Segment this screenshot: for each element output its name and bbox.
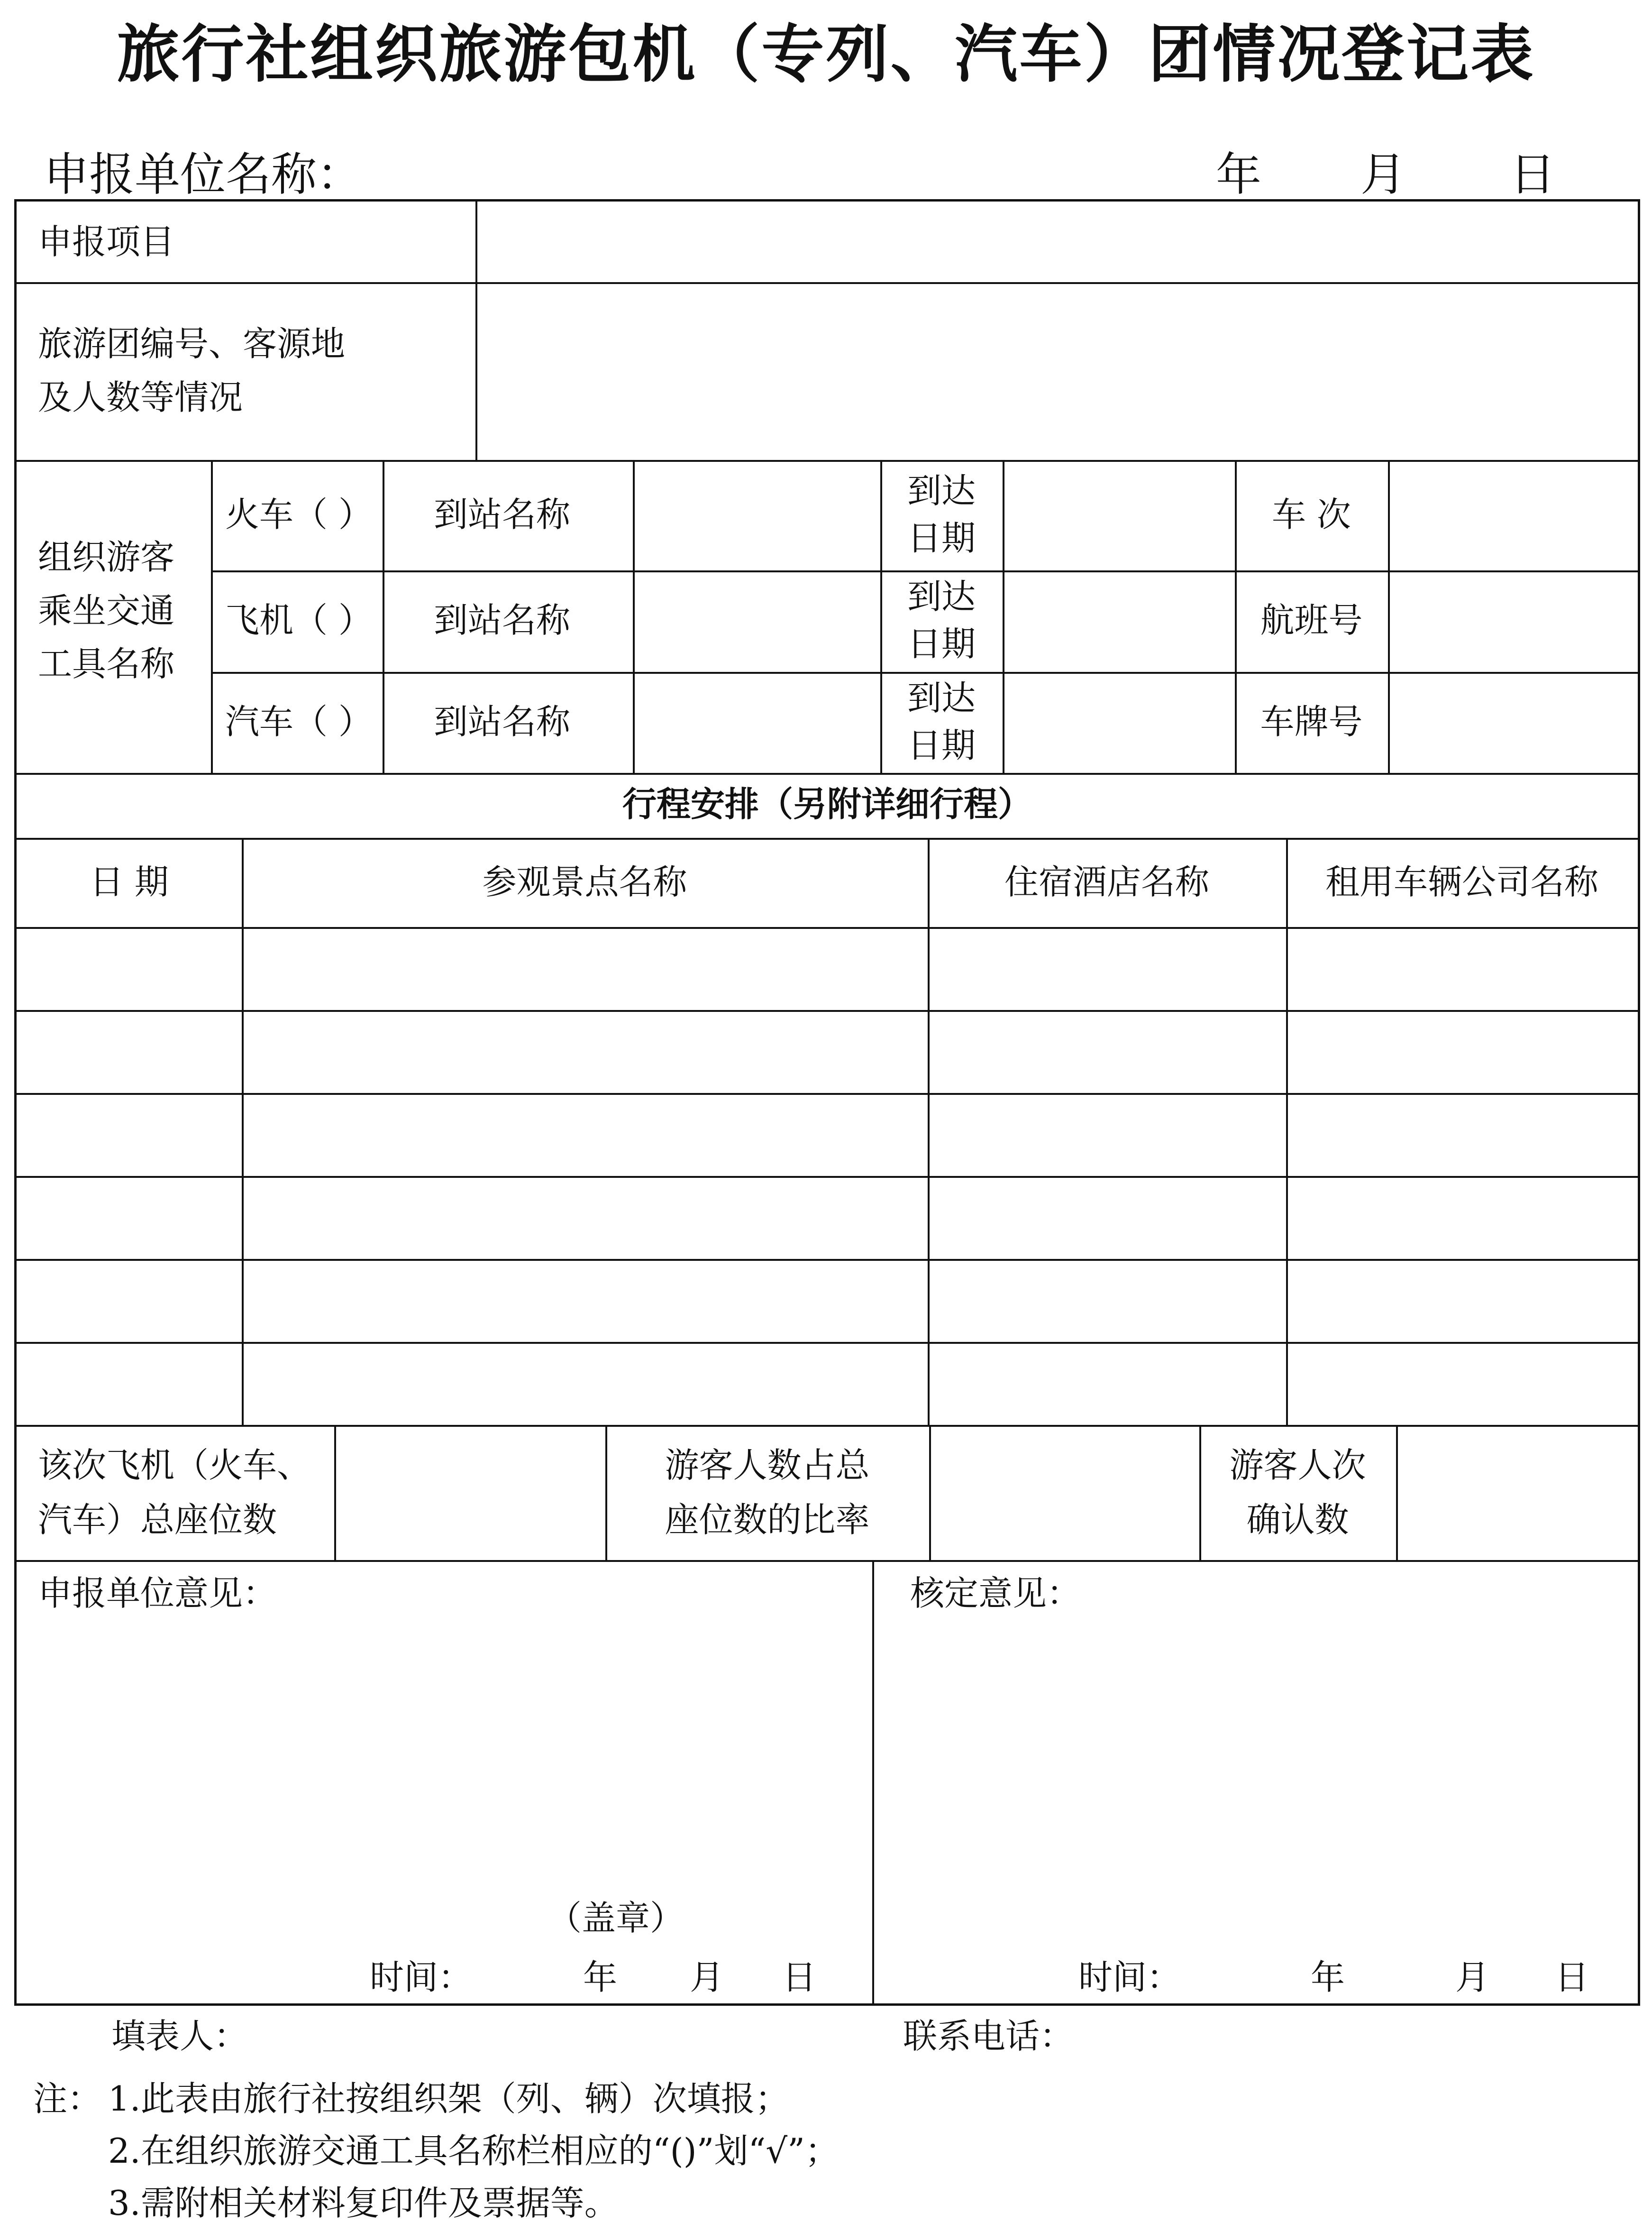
- transport-label-line2: 乘坐交通: [38, 591, 175, 631]
- seal-label: （盖章）: [548, 1898, 685, 1938]
- registration-table: [14, 199, 1640, 2006]
- bus-mode: 汽车（ ）: [225, 702, 373, 742]
- project-label: 申报项目: [38, 222, 175, 262]
- flight-number-label: 航班号: [1260, 600, 1363, 640]
- applicant-month: 月: [690, 1957, 724, 1997]
- header-day: 日: [1510, 148, 1555, 201]
- col-vehicle-company: 租用车辆公司名称: [1325, 862, 1598, 902]
- applicant-opinion-label: 申报单位意见：: [38, 1573, 277, 1613]
- ratio-label-line1: 游客人数占总: [665, 1445, 870, 1485]
- seats-label-line1: 该次飞机（火车、: [38, 1445, 311, 1485]
- bus-station-label: 到站名称: [434, 702, 571, 742]
- group-info-label-line1: 旅游团编号、客源地: [38, 324, 346, 364]
- approval-year: 年: [1311, 1957, 1345, 1997]
- approval-time-label: 时间：: [1078, 1957, 1181, 1997]
- train-arrive-line1: 到达: [907, 471, 976, 511]
- plate-number-label: 车牌号: [1260, 702, 1363, 742]
- note-1: 1.此表由旅行社按组织架（列、辆）次填报；: [108, 2079, 789, 2119]
- seats-label-line2: 汽车）总座位数: [38, 1500, 277, 1540]
- train-station-label: 到站名称: [434, 495, 571, 534]
- approval-opinion-label: 核定意见：: [910, 1573, 1081, 1613]
- itinerary-title: 行程安排（另附详细行程）: [622, 784, 1032, 824]
- header-year: 年: [1216, 148, 1261, 201]
- approval-month: 月: [1455, 1957, 1490, 1997]
- phone-label: 联系电话：: [903, 2016, 1074, 2056]
- approval-day: 日: [1555, 1957, 1589, 1997]
- notes-label: 注：: [33, 2079, 102, 2119]
- ratio-label-line2: 座位数的比率: [665, 1500, 870, 1540]
- transport-label-line3: 工具名称: [38, 644, 175, 684]
- applicant-time-label: 时间：: [370, 1957, 473, 1997]
- plane-mode: 飞机（ ）: [225, 600, 373, 640]
- applicant-year: 年: [583, 1957, 618, 1997]
- filler-label: 填表人：: [111, 2016, 248, 2056]
- bus-arrive-line2: 日期: [907, 725, 976, 765]
- note-2: 2.在组织旅游交通工具名称栏相应的“()”划“√”；: [108, 2131, 839, 2171]
- applicant-day: 日: [782, 1957, 817, 1997]
- col-hotel: 住宿酒店名称: [1004, 862, 1209, 902]
- bus-arrive-line1: 到达: [907, 678, 976, 718]
- plane-arrive-line1: 到达: [907, 577, 976, 616]
- train-mode: 火车（ ）: [225, 495, 373, 534]
- confirm-label-line2: 确认数: [1246, 1500, 1349, 1540]
- note-3: 3.需附相关材料复印件及票据等。: [108, 2183, 619, 2223]
- plane-station-label: 到站名称: [434, 600, 571, 640]
- page-title: 旅行社组织旅游包机（专列、汽车）团情况登记表: [117, 18, 1535, 91]
- header-month: 月: [1360, 148, 1406, 201]
- transport-label-line1: 组织游客: [38, 537, 175, 577]
- train-number-label: 车 次: [1272, 495, 1351, 534]
- confirm-label-line1: 游客人次: [1229, 1445, 1366, 1485]
- col-date: 日 期: [90, 862, 169, 902]
- train-arrive-line2: 日期: [907, 518, 976, 558]
- plane-arrive-line2: 日期: [907, 624, 976, 664]
- col-attractions: 参观景点名称: [482, 862, 687, 902]
- unit-name-label: 申报单位名称：: [44, 148, 362, 201]
- group-info-label-line2: 及人数等情况: [38, 377, 243, 417]
